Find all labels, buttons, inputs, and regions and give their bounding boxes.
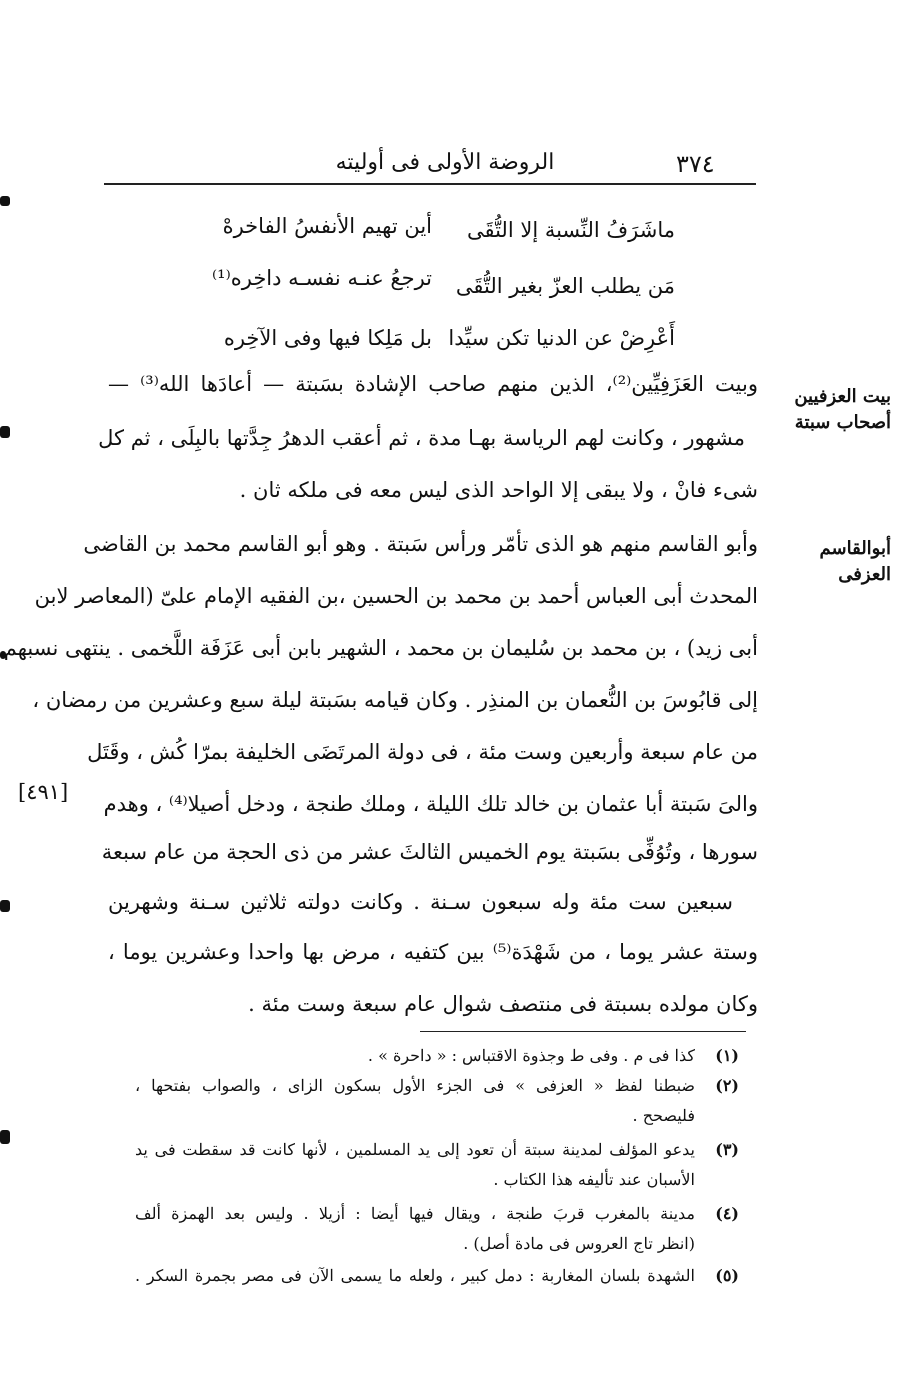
edge-mark [0, 196, 10, 206]
footnote-text: كذا فى م . وفى ط وجذوة الاقتباس : « داحرة » . [367, 1046, 695, 1065]
verse-1-second-hemistich: أين تهيم الأنفسُ الفاخرهْ [222, 214, 432, 238]
body-line: المحدث أبى العباس أحمد بن محمد بن الحسين ،بن الفقيه الإمام علىّ (المعاصر لابن [34, 584, 758, 608]
footnote-number: (١) [715, 1046, 739, 1065]
verse-3-second-hemistich: بل مَلِكا فيها وفى الآخِره [223, 326, 432, 350]
footnote-number: (٢) [715, 1076, 739, 1095]
footnote-1 [135, 1046, 739, 1065]
margin-note-abu-alqasim: أبوالقاسم العزفى [819, 538, 891, 585]
folio-number: [٤٩١] [18, 780, 69, 804]
body-line: وكان مولده بسبتة فى منتصف شوال عام سبعة وست مئة . [248, 992, 758, 1016]
body-line: سبعين ست مئة وله سبعون سـنة . وكانت دولته ثلاثين سـنة وشهرين [108, 890, 733, 914]
body-line: سورها ، وتُوُفِّى بسَبتة يوم الخميس الثالثَ عشر من ذى الحجة من عام سبعة [101, 840, 758, 864]
footnote-text: ضبطنا لفظ « العزفى » فى الجزء الأول بسكون الزاى ، والصواب بفتحها ، [135, 1076, 695, 1095]
verse-2-first-hemistich: مَن يطلب العزّ بغير التُّقَى [455, 274, 675, 298]
header-rule [104, 183, 756, 185]
margin-note-azafiyyin [761, 384, 891, 436]
body-line: والىَ سَبتة أبا عثمان بن خالد تلك الليلة ، وملك طنجة ، ودخل أصيلا⁽⁴⁾ ، وهدم [103, 792, 758, 816]
footnote-rule [420, 1031, 746, 1032]
footnote-text: مدينة بالمغرب قربَ طنجة ، ويقال فيها أيضا : أزيلا . وليس بعد الهمزة ألف [135, 1204, 695, 1223]
footnote-text: يدعو المؤلف لمدينة سبتة أن تعود إلى يد المسلمين ، لأنها كانت قد سقطت فى يد [135, 1140, 695, 1159]
margin-note-line: بيت العزفيين [794, 386, 891, 407]
page-number: ٣٧٤ [676, 150, 715, 178]
running-title: الروضة الأولى فى أوليته [335, 150, 555, 175]
margin-note-line: أصحاب سبتة [794, 412, 891, 433]
body-line: وبيت العَزَفِيِّين⁽²⁾، الذين منهم صاحب الإشادة بسَبتة — أعادَها الله⁽³⁾ — [108, 372, 759, 396]
edge-mark [0, 900, 10, 912]
footnote-number: (٤) [715, 1204, 739, 1223]
footnote-2-cont: فليصحح . [632, 1106, 695, 1125]
body-line: من عام سبعة وأربعين وست مئة ، فى دولة المرتَضَى الخليفة بمرّا كُش ، وقَتَل [87, 740, 758, 764]
edge-mark [0, 1130, 10, 1144]
footnote-4 [135, 1204, 739, 1223]
verse-1-first-hemistich: ماشَرَفُ النِّسبة إلا التُّقَى [466, 218, 675, 242]
body-line: مشهور ، وكانت لهم الرياسة بهـا مدة ، ثم أعقب الدهرُ جِدَّتها بالبِلَى ، ثم كل [98, 426, 745, 450]
footnote-4-cont: (انظر تاج العروس فى مادة أصل) . [463, 1234, 695, 1253]
edge-mark [0, 426, 10, 438]
footnote-3-cont: الأسبان عند تأليفه هذا الكتاب . [493, 1170, 695, 1189]
footnote-number: (٣) [715, 1140, 739, 1159]
body-line: وأبو القاسم منهم هو الذى تأمّر ورأس سَبتة . وهو أبو القاسم محمد بن القاضى [83, 532, 758, 556]
body-line: شىء فانْ ، ولا يبقى إلا الواحد الذى ليس معه فى ملكه ثان . [239, 478, 758, 502]
footnote-text: الشهدة بلسان المغاربة : دمل كبير ، ولعله ما يسمى الآن فى مصر بجمرة السكر . [135, 1266, 695, 1285]
footnote-number: (٥) [715, 1266, 739, 1285]
footnote-3 [135, 1140, 739, 1159]
footnote-2 [135, 1076, 739, 1095]
verse-3-first-hemistich: أَعْرِضْ عن الدنيا تكن سيِّدا [448, 326, 675, 350]
verse-2-second-hemistich: ترجعُ عنـه نفسـه داخِره⁽¹⁾ [211, 266, 432, 290]
body-line: أبى زيد) ، بن محمد بن سُليمان بن محمد ، الشهير بابن أبى عَزَفَة اللَّخمى . ينتهى نسبهم [3, 636, 758, 660]
footnote-5 [135, 1266, 739, 1285]
body-line: إلى قابُوسَ بن النُّعمان بن المنذِر . وكان قيامه بسَبتة ليلة سبع وعشرين من رمضان ، [32, 688, 758, 712]
body-line: وستة عشر يوما ، من شَهْدَة⁽⁵⁾ بين كتفيه ، مرض بها واحدا وعشرين يوما ، [108, 940, 758, 964]
